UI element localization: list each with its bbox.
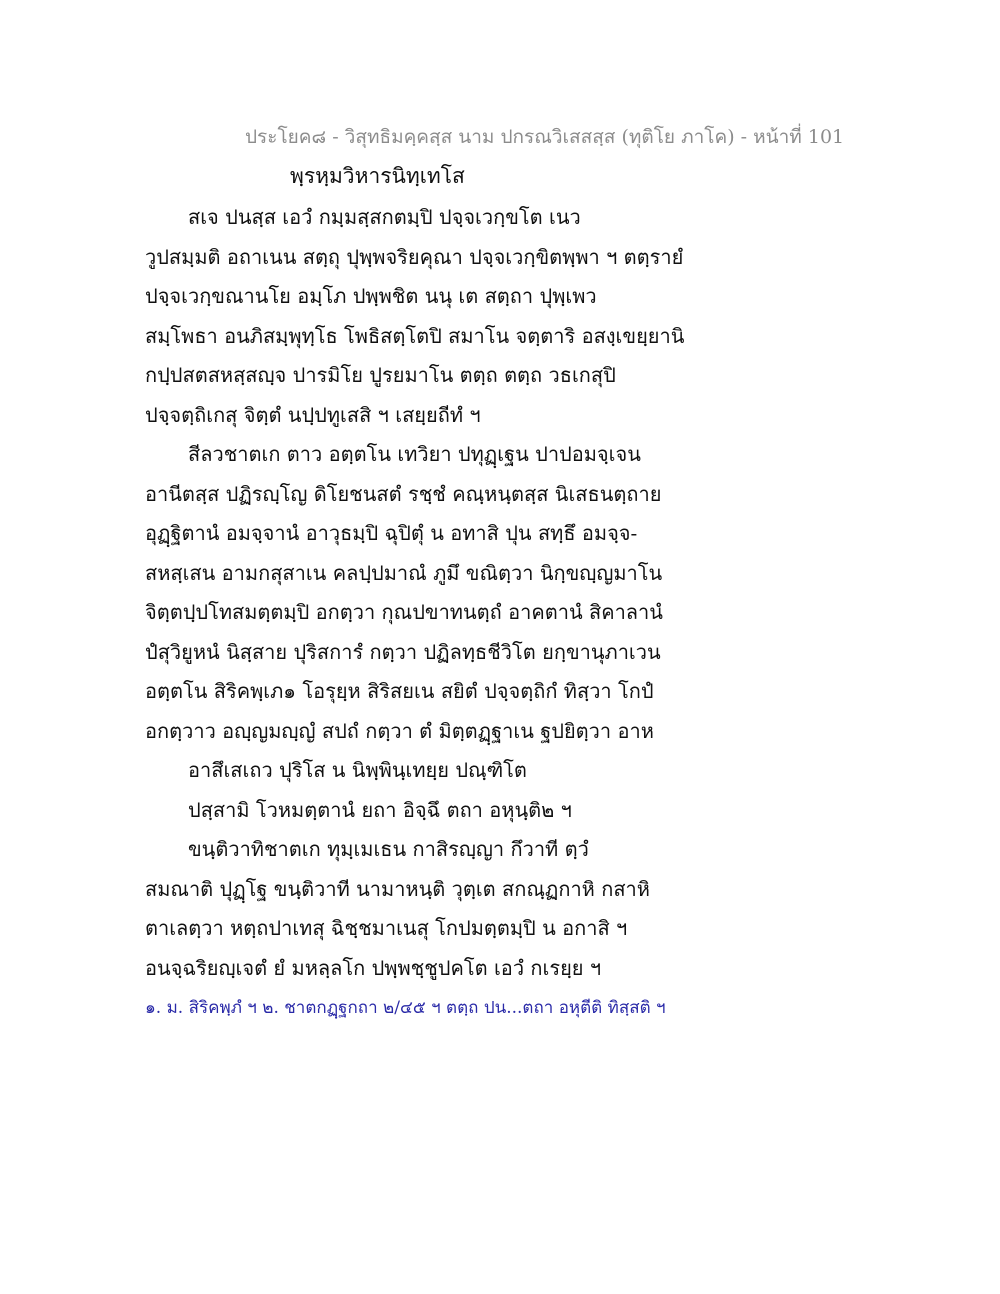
verse-line: ปสฺสามิ โวหมตฺตานํ ยถา อิจฺฉึ ตถา อหุนฺติ๒ ฯ bbox=[188, 797, 572, 822]
text-line: ปํสุวิยูหนํ นิสฺสาย ปุริสการํ กตฺวา ปฏิลทฺธชีวิโต ยกฺขานุภาเวน bbox=[145, 639, 661, 664]
text-line: กปฺปสตสหสฺสญฺจ ปารมิโย ปูรยมาโน ตตฺถ ตตฺถ วธเกสุปิ bbox=[145, 363, 616, 387]
verse-line: อาสึเสเถว ปุริโส น นิพฺพินฺเทยฺย ปณฺฑิโต bbox=[188, 758, 527, 782]
text-line: ตาเลตฺวา หตฺถปาเทสุ ฉิชฺชมาเนสุ โกปมตฺตมฺปิ น อกาสิ ฯ bbox=[145, 916, 628, 940]
text-line: จิตฺตปฺปโทสมตฺตมฺปิ อกตฺวา กุณปขาทนตฺถํ อาคตานํ สิคาลานํ bbox=[145, 600, 663, 624]
text-line: อนจฺฉริยญฺเจตํ ยํ มหลฺลโก ปพฺพชฺชูปคโต เอวํ กเรยฺย ฯ bbox=[145, 955, 602, 980]
text-line: อตฺตโน สิริคพฺเภ๑ โอรุยฺห สิริสยเน สยิตํ ปจฺจตฺถิกํ ทิสฺวา โกปํ bbox=[145, 679, 654, 703]
text-line: สมฺโพธา อนภิสมฺพุทฺโธ โพธิสตฺโตปิ สมาโน จตฺตาริ อสงฺเขยฺยานิ bbox=[145, 323, 685, 348]
text-line: สมณาติ ปุฏฺโฐ ขนฺติวาที นามาหนฺติ วุตฺเต สกณฺฏกาหิ กสาหิ bbox=[145, 876, 650, 901]
text-line: อานีตสฺส ปฏิรญฺโญ ดิโยชนสตํ รชฺชํ คณฺหนฺตสฺส นิเสธนตฺถาย bbox=[145, 481, 662, 506]
text-line: ขนฺติวาทิชาตเก ทุมฺเมเธน กาสิรญฺญา กึวาที ตฺวํ bbox=[188, 837, 589, 861]
text-line: ปจฺจเวกฺขณานโย อมฺโภ ปพฺพชิต นนุ เต สตฺถา ปุพฺเพว bbox=[145, 284, 597, 308]
text-line: อกตฺวาว อญฺญมญฺญํ สปถํ กตฺวา ตํ มิตฺตฏฺฐาเน ฐปยิตฺวา อาห bbox=[145, 718, 654, 743]
footnote: ๑. ม. สิริคพฺภํ ฯ ๒. ชาตกฏฺฐกถา ๒/๔๕ ฯ ตตฺถ ปน...ตถา อหุตีติ ทิสฺสติ ฯ bbox=[145, 998, 666, 1018]
text-line: อุฏฺฐิตานํ อมจฺจานํ อาวุธมฺปิ ฉุปิตุํ น อทาสิ ปุน สทฺธึ อมจฺจ- bbox=[145, 521, 638, 545]
body-text bbox=[145, 198, 865, 988]
text-line: ปจฺจตฺถิเกสุ จิตฺตํ นปฺปทูเสสิ ฯ เสยฺยถีทํ ฯ bbox=[145, 402, 481, 427]
text-line: สเจ ปนสฺส เอวํ กมฺมสฺสกตมฺปิ ปจฺจเวกฺขโต เนว bbox=[188, 205, 581, 229]
text-line: สีลวชาตเก ตาว อตฺตโน เทวิยา ปทุฏฺเฐน ปาปอมจฺเจน bbox=[188, 442, 641, 466]
text-line: วูปสมฺมติ อถาเนน สตฺถุ ปุพฺพจริยคุณา ปจฺจเวกฺขิตพฺพา ฯ ตตฺรายํ bbox=[145, 244, 684, 269]
page-header: ประโยค๘ - วิสุทธิมคฺคสฺส นาม ปกรณวิเสสสฺส (ทุติโย ภาโค) - หน้าที่ 101 bbox=[245, 126, 845, 148]
section-title: พฺรหฺมวิหารนิทฺเทโส bbox=[290, 164, 465, 188]
text-line: สหสฺเสน อามกสุสาเน คลปฺปมาณํ ภูมึ ขณิตฺวา นิกฺขญฺญมาโน bbox=[145, 560, 663, 585]
